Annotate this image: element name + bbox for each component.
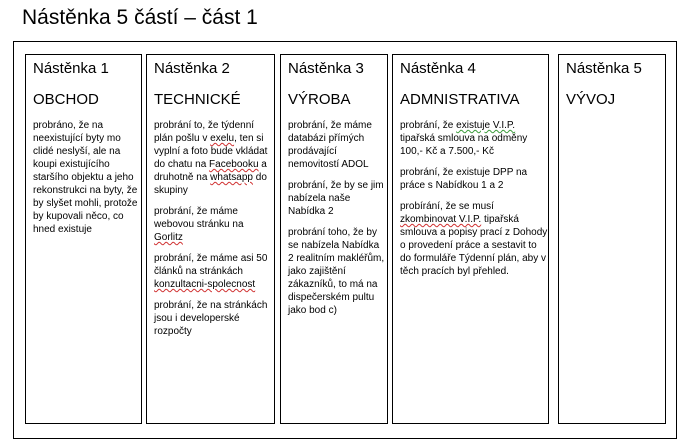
column-paragraph: probrání, že existuje DPP na práce s Nabídkou 1 a 2 [400,167,528,191]
column-heading: TECHNICKÉ [154,91,241,108]
column-paragraph: probrání, že máme webovou stránku na Gorlitz [154,206,244,243]
board-column-3 [280,54,388,424]
column-paragraph: probrání, že existuje V.I.P. tipařská smlouva na odměny 100,- Kč a 7.500,- Kč [400,120,528,157]
board-column-1 [25,54,142,424]
column-heading: VÝROBA [288,91,351,108]
board-column-5 [558,54,666,424]
column-body [400,119,548,278]
column-body [154,119,274,338]
column-heading: VÝVOJ [566,91,616,108]
column-paragraph: probírání, že se musí zkombinovat V.I.P. tipařská smlouva a popisy prací z Dohody o provedení práce a sestavit to do formuláře Týdenní plán, aby v těch pracích byl přehled. [400,201,548,277]
column-paragraph: probrání, že by se jim nabízela naše Nabídka 2 [288,180,384,217]
board-column-4 [392,54,549,424]
column-paragraph: probrání, že máme asi 50 článků na stránkách konzultacni-spolecnost [154,253,268,290]
column-heading: ADMNISTRATIVA [400,91,520,108]
column-paragraph: probrání toho, že by se nabízela Nabídka 2 realitním makléřům, jako zajištění zákazníků, to má na dispečerském pultu jako bod c) [288,227,385,316]
column-name: Nástěnka 5 [566,60,642,77]
column-name: Nástěnka 4 [400,60,476,77]
column-paragraph: probrání to, že týdenní plán pošlu v exelu, ten si vyplní a foto bude vkládat do chatu na Facebooku a druhotně na whatsapp do skupiny [154,120,268,196]
column-name: Nástěnka 2 [154,60,230,77]
board-column-2 [146,54,275,424]
column-heading: OBCHOD [33,91,99,108]
column-body [33,119,141,236]
column-body [288,119,387,317]
column-paragraph: probrání, že máme databázi přímých prodávající nemovitostí ADOL [288,120,372,170]
column-name: Nástěnka 3 [288,60,364,77]
page-title: Nástěnka 5 částí – část 1 [22,6,258,29]
column-paragraph: probráno, že na neexistující byty mo clidé neslyší, ale na koupi existujícího staršího objektu a jeho rekonstrukci na byty, že by slyšet mohli, protože by kupovali něco, co hned existuje [33,120,138,235]
column-paragraph: probrání, že na stránkách jsou i developerské rozpočty [154,300,268,337]
column-name: Nástěnka 1 [33,60,109,77]
